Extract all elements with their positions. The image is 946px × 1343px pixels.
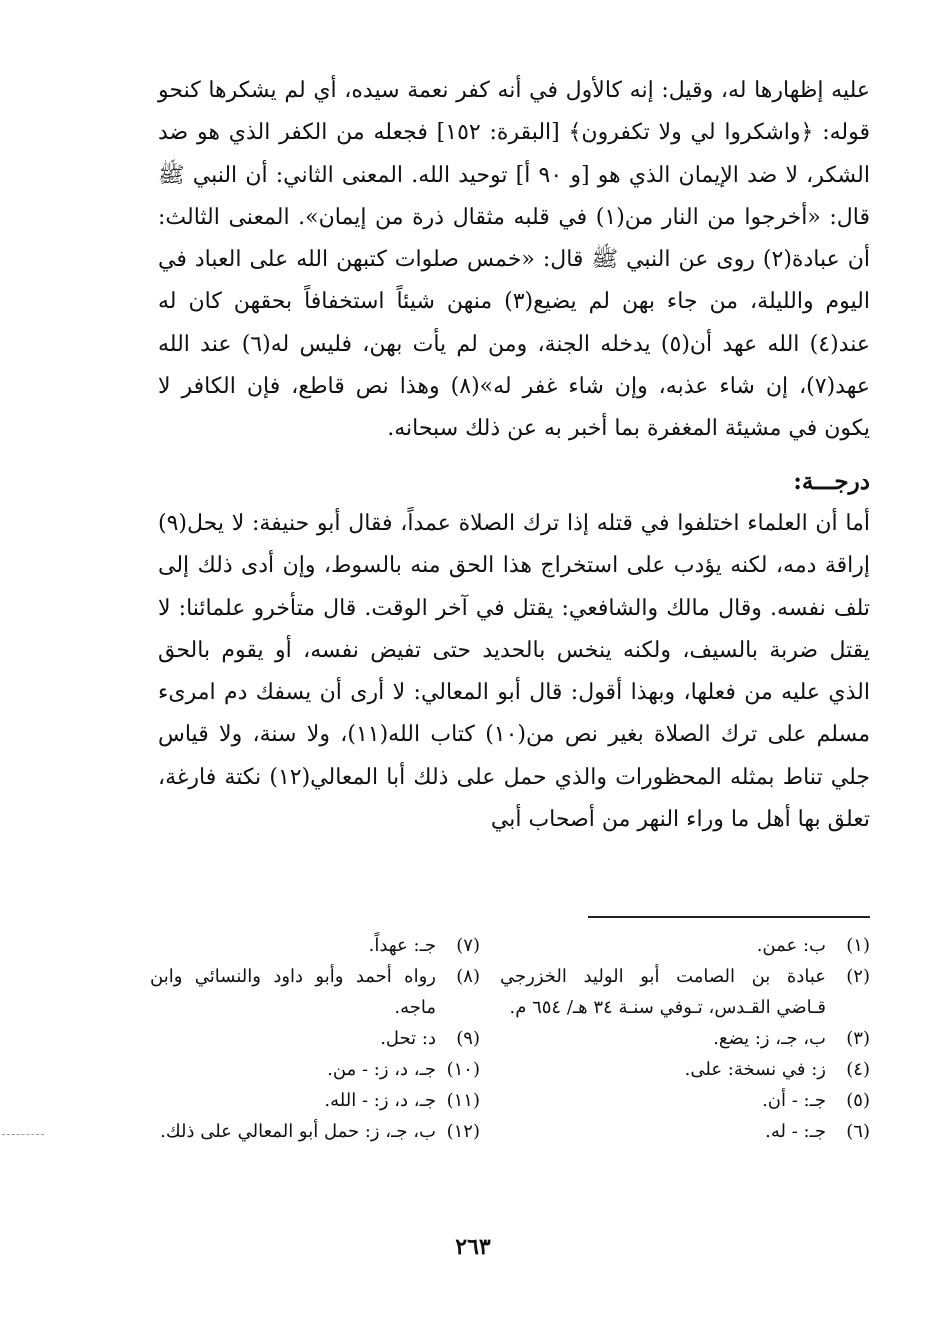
footnote xyxy=(150,930,480,961)
footnote xyxy=(500,930,870,961)
footnote-number: (١٢) xyxy=(446,1121,480,1142)
footnote-text: جـ، د، ز: - الله. xyxy=(324,1090,436,1111)
footnote-text: رواه أحمد وأبو داود والنسائي وابن ماجه. xyxy=(150,966,436,1018)
footnote xyxy=(150,961,480,1023)
footnotes-right-column xyxy=(500,930,870,1147)
footnote-divider xyxy=(588,916,870,918)
footnote xyxy=(500,1054,870,1085)
footnote-text: جـ: - له. xyxy=(765,1121,826,1142)
footnote-text: ب، جـ، ز: يضع. xyxy=(713,1028,826,1049)
paragraph-1: عليه إظهارها له، وقيل: إنه كالأول في أنه كفر نعمة سيده، أي لم يشكرها كنحو قوله: ﴿واشكروا لي ولا تكفرون﴾ [البقرة: ١٥٢] فجعله من الكفر الذي هو ضد الشكر، لا ضد الإيمان الذي هو [و ٩٠ أ] توحيد الله. المعنى الثاني: أن النبي ﷺ قال: «أخرجوا من النار من(١) في قلبه مثقال ذرة من إيمان». المعنى الثالث: أن عبادة(٢) روى عن النبي ﷺ قال: «خمس صلوات كتبهن الله على العباد في اليوم والليلة، من جاء بهن لم يضيع(٣) منهن شيئاً استخفافاً بحقهن كان له عند(٤) الله عهد أن(٥) يدخله الجنة، ومن لم يأت بهن، فليس له(٦) عند الله عهد(٧)، إن شاء عذبه، وإن شاء غفر له»(٨) وهذا نص قاطع، فإن الكافر لا يكون في مشيئة المغفرة بما أخبر به عن ذلك سبحانه. xyxy=(158,78,870,442)
footnote-text: جـ، د، ز: - من. xyxy=(327,1059,436,1080)
page-number: ٢٦٣ xyxy=(455,1234,491,1260)
paragraph-2: أما أن العلماء اختلفوا في قتله إذا ترك الصلاة عمداً، فقال أبو حنيفة: لا يحل(٩) إراقة دمه، لكنه يؤدب على استخراج هذا الحق منه بالسوط، وإن أدى ذلك إلى تلف نفسه. وقال مالك والشافعي: يقتل في آخر الوقت. قال متأخرو علمائنا: لا يقتل ضربة بالسيف، ولكنه ينخس بالحديد حتى تفيض نفسه، أو يقوم بالحق الذي عليه من فعلها، وبهذا أقول: قال أبو المعالي: لا أرى أن يسفك دم امرىء مسلم على ترك الصلاة بغير نص من(١٠) كتاب الله(١١)، ولا سنة، ولا قياس جلي تناط بمثله المحظورات والذي حمل على ذلك أبا المعالي(١٢) نكتة فارغة، تعلق بها أهل ما وراء النهر من أصحاب أبي xyxy=(158,510,870,833)
footnote-number: (٤) xyxy=(846,1059,870,1080)
footnote-number: (٩) xyxy=(456,1028,480,1049)
footnote-number: (١١) xyxy=(446,1090,480,1111)
footnote xyxy=(500,1023,870,1054)
footnote-number: (١٠) xyxy=(446,1059,480,1080)
footnote-text: د: تحل. xyxy=(380,1028,436,1049)
footnote-number: (٦) xyxy=(846,1121,870,1142)
footnote xyxy=(500,961,870,1023)
footnote xyxy=(150,1054,480,1085)
footnote xyxy=(150,1116,480,1147)
footnote xyxy=(150,1023,480,1054)
footnote-number: (٢) xyxy=(846,966,870,987)
footnote-number: (٥) xyxy=(846,1090,870,1111)
footnote-text: ز: في نسخة: على. xyxy=(684,1059,826,1080)
footnote-text: عبادة بن الصامت أبو الوليد الخزرجي قـاضي القـدس، تـوفي سنـة ٣٤ هـ/ ٦٥٤ م. xyxy=(500,966,826,1018)
section-heading: درجـــة: xyxy=(793,467,870,495)
footnote-number: (٨) xyxy=(456,966,480,987)
scan-artifact xyxy=(2,1134,44,1135)
footnote xyxy=(500,1116,870,1147)
footnote xyxy=(150,1085,480,1116)
footnote-number: (١) xyxy=(846,935,870,956)
footnote-number: (٧) xyxy=(456,935,480,956)
footnote-text: جـ: - أن. xyxy=(762,1090,826,1111)
footnote-text: ب، جـ، ز: حمل أبو المعالي على ذلك. xyxy=(160,1121,436,1142)
main-text xyxy=(158,70,870,841)
footnotes-left-column xyxy=(150,930,480,1147)
footnote xyxy=(500,1085,870,1116)
footnote-number: (٣) xyxy=(846,1028,870,1049)
footnote-text: جـ: عهداً. xyxy=(368,935,436,956)
footnote-text: ب: عمن. xyxy=(756,935,826,956)
